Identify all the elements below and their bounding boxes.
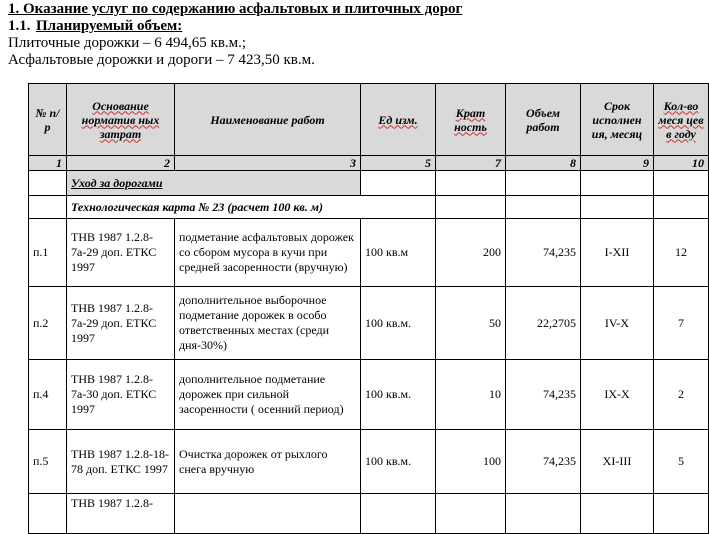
row-basis: ТНВ 1987 1.2.8-7а-30 доп. ЕТКС 1997	[67, 360, 175, 430]
row-unit: 100 кв.м.	[361, 360, 436, 430]
row-months: 12	[654, 219, 709, 287]
row-name: Очистка дорожек от рыхлого снега вручную	[175, 430, 361, 494]
col-number: 9	[581, 156, 654, 171]
header-freq	[436, 84, 506, 156]
row-basis: ТНВ 1987 1.2.8-7а-29 доп. ЕТКС 1997	[67, 287, 175, 360]
subsection-number: 1.1.	[8, 18, 31, 34]
empty-cell	[361, 171, 436, 196]
document-body	[8, 0, 700, 69]
row-num: п.2	[29, 287, 67, 360]
empty-cell	[29, 196, 67, 219]
header-months	[654, 84, 709, 156]
row-freq	[436, 494, 506, 534]
tile-paths-line: Плиточные дорожки – 6 494,65 кв.м.;	[8, 35, 247, 51]
row-volume	[506, 494, 581, 534]
header-row	[29, 84, 709, 156]
row-freq: 10	[436, 360, 506, 430]
row-volume: 22,2705	[506, 287, 581, 360]
row-freq: 50	[436, 287, 506, 360]
row-term: IX-X	[581, 360, 654, 430]
tech-card-row	[29, 196, 709, 219]
section-row	[29, 171, 709, 196]
header-months-text: Кол-во меся цев в году	[658, 98, 704, 141]
row-num: п.5	[29, 430, 67, 494]
table-row	[29, 219, 709, 287]
row-months: 2	[654, 360, 709, 430]
row-volume: 74,235	[506, 219, 581, 287]
col-number: 8	[506, 156, 581, 171]
row-name: подметание асфальтовых дорожек со сбором мусора в кучи при средней засоренности (вручную)	[175, 219, 361, 287]
empty-cell	[654, 196, 709, 219]
works-table	[28, 83, 709, 534]
row-name: дополнительное выборочное подметание дорожек в особо ответственных местах (среди дня-30%)	[175, 287, 361, 360]
header-name: Наименование работ	[175, 84, 361, 156]
row-term: I-XII	[581, 219, 654, 287]
row-term: XI-III	[581, 430, 654, 494]
section-heading: 1. Оказание услуг по содержанию асфальтовых и плиточных дорог	[8, 1, 463, 17]
row-name: дополнительное подметание дорожек при сильной засоренности ( осенний период)	[175, 360, 361, 430]
empty-cell	[506, 171, 581, 196]
empty-cell	[506, 196, 581, 219]
header-unit	[361, 84, 436, 156]
row-unit	[361, 494, 436, 534]
row-name	[175, 494, 361, 534]
row-months: 7	[654, 287, 709, 360]
col-number: 5	[361, 156, 436, 171]
row-freq: 100	[436, 430, 506, 494]
header-freq-text: Крат ность	[454, 105, 487, 134]
asphalt-roads-line: Асфальтовые дорожки и дороги – 7 423,50 кв.м.	[8, 52, 315, 68]
row-unit: 100 кв.м.	[361, 430, 436, 494]
row-months	[654, 494, 709, 534]
subsection-title: Планируемый объем:	[36, 18, 183, 34]
header-num: № п/р	[29, 84, 67, 156]
table-row	[29, 494, 709, 534]
header-basis	[67, 84, 175, 156]
col-number: 10	[654, 156, 709, 171]
row-num: п.1	[29, 219, 67, 287]
row-volume: 74,235	[506, 430, 581, 494]
column-number-row	[29, 156, 709, 171]
empty-cell	[581, 171, 654, 196]
empty-cell	[654, 171, 709, 196]
row-unit: 100 кв.м	[361, 219, 436, 287]
row-unit: 100 кв.м.	[361, 287, 436, 360]
row-basis: ТНВ 1987 1.2.8-	[67, 494, 175, 534]
col-number: 1	[29, 156, 67, 171]
row-num: п.4	[29, 360, 67, 430]
empty-cell	[581, 196, 654, 219]
empty-cell	[436, 196, 506, 219]
row-volume: 74,235	[506, 360, 581, 430]
empty-cell	[29, 171, 67, 196]
row-basis: ТНВ 1987 1.2.8-7а-29 доп. ЕТКС 1997	[67, 219, 175, 287]
col-number: 2	[67, 156, 175, 171]
row-months: 5	[654, 430, 709, 494]
row-term: IV-X	[581, 287, 654, 360]
table-row	[29, 287, 709, 360]
row-basis: ТНВ 1987 1.2.8-18-78 доп. ЕТКС 1997	[67, 430, 175, 494]
col-number: 7	[436, 156, 506, 171]
row-freq: 200	[436, 219, 506, 287]
header-term: Срок исполнен ия, месяц	[581, 84, 654, 156]
row-term	[581, 494, 654, 534]
table-row	[29, 430, 709, 494]
header-basis-text: Основание норматив ных затрат	[81, 98, 160, 141]
table-row	[29, 360, 709, 430]
tech-card-label: Технологическая карта № 23 (расчет 100 кв. м)	[67, 196, 436, 219]
col-number: 3	[175, 156, 361, 171]
header-volume: Объем работ	[506, 84, 581, 156]
empty-cell	[436, 171, 506, 196]
row-num	[29, 494, 67, 534]
section-label: Уход за дорогами	[67, 171, 361, 196]
header-unit-text: Ед изм.	[378, 112, 418, 127]
subsection-heading	[8, 18, 700, 35]
